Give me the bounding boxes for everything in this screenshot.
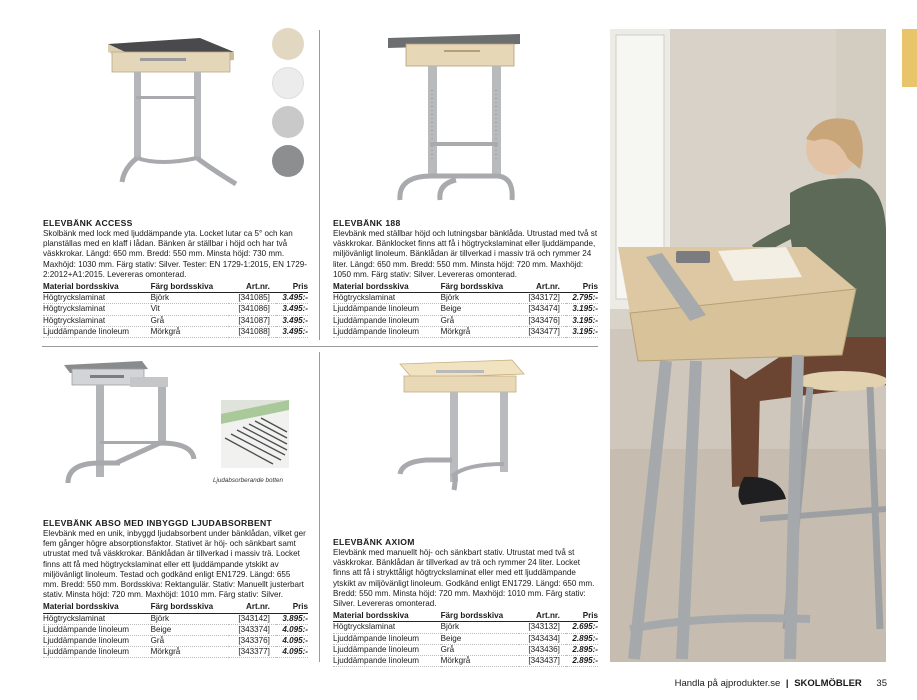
product-description: Elevbänk med ställbar höjd och lutningsbar bänklåda. Utrustad med två st väskkrokar. Bänklocket finns att få i högtryckslaminat eller ljuddämpande, miljövänligt linoleum. Bänklådan är tillverkad i massiv trä och rymmer 24 liter. Längd: 650 mm. Bredd: 550 mm. Minsta höjd: 720 mm. Maxhöjd: 1050 mm. Färg stativ: Silver. Levereras omonterad. [333,229,598,279]
cell-color: Björk [151,613,229,624]
header-color: Färg bordsskiva [441,282,519,293]
cell-material: Ljuddämpande linoleum [43,624,151,635]
footer-category: SKOLMÖBLER [794,678,862,689]
table-row [333,315,598,326]
header-material: Material bordsskiva [333,282,441,293]
cell-material: Högtryckslaminat [43,304,151,315]
table-row [333,656,598,667]
cell-material: Högtryckslaminat [43,293,151,304]
cell-material: Ljuddämpande linoleum [333,644,441,655]
header-price: Pris [276,282,308,293]
cell-material: Ljuddämpande linoleum [43,647,151,658]
cell-price: 4.095:- [276,647,308,658]
cell-material: Ljuddämpande linoleum [333,315,441,326]
cell-art-nr: [343377] [229,647,276,658]
cell-art-nr: [343437] [519,656,566,667]
desk-access-image [100,34,240,194]
desk-188-image [384,30,524,208]
cell-color: Björk [151,293,229,304]
page-footer [675,678,887,689]
header-color: Färg bordsskiva [151,282,229,293]
cell-art-nr: [343474] [519,304,566,315]
table-row [43,326,308,337]
product-description: Elevbänk med manuellt höj- och sänkbart stativ. Utrustat med två st väskkrokar. Bänklådan är tillverkad av trä och rymmer 24 liter. Locket finns att få i strykttåligt högtryckslaminat eller med ett ljuddämpande ytskikt av miljövänligt linoleum. Godkänd enligt EN1729. Längd: 650 mm. Bredd: 550 mm. Minsta höjd: 720 mm. Maxhöjd: 1010 mm. Färg stativ: Silver. Levereras omonterad. [333,548,595,609]
price-table [43,602,308,658]
cell-material: Högtryckslaminat [43,315,151,326]
cell-color: Mörkgrå [151,647,229,658]
product-title: ELEVBÄNK 188 [333,218,401,228]
header-material: Material bordsskiva [43,602,151,613]
cell-price: 3.195:- [566,326,598,337]
table-header [43,282,308,293]
page-number: 35 [876,678,887,689]
table-row [43,304,308,315]
cell-price: 3.195:- [566,315,598,326]
footer-separator: | [785,678,789,689]
header-art-nr: Art.nr. [519,611,566,622]
price-table [333,282,598,338]
cell-color: Grå [441,644,519,655]
color-swatch-birch [272,28,304,60]
cell-art-nr: [343476] [519,315,566,326]
header-material: Material bordsskiva [43,282,151,293]
price-table [43,282,308,338]
table-row [43,315,308,326]
cell-material: Ljuddämpande linoleum [43,636,151,647]
header-color: Färg bordsskiva [441,611,519,622]
table-row [333,326,598,337]
cell-color: Björk [441,293,519,304]
cell-art-nr: [341088] [229,326,276,337]
cell-color: Mörkgrå [151,326,229,337]
header-art-nr: Art.nr. [519,282,566,293]
acoustic-caption: Ljudabsorberande botten [213,477,284,484]
cell-color: Vit [151,304,229,315]
table-row [333,622,598,633]
cell-art-nr: [343172] [519,293,566,304]
product-description: Skolbänk med lock med ljuddämpande yta. Locket lutar ca 5° och kan planställas med en klaff i lådan. Bänken är ställbar i höjd och har två väskkrokar. Längd: 650 mm. Bredd: 550 mm. Minsta höjd: 730 mm. Maxhöjd: 1030 mm. Färg stativ: Silver. Tester: EN 1729-1:2015, EN 1729-2:2012+A1:2015. Levereras omonterad. [43,229,307,279]
cell-price: 3.195:- [566,304,598,315]
section-tab [902,29,917,87]
product-188 [333,218,598,338]
cell-price: 2.895:- [566,656,598,667]
table-row [333,644,598,655]
table-row [43,293,308,304]
cell-color: Beige [441,633,519,644]
header-art-nr: Art.nr. [229,282,276,293]
header-price: Pris [276,602,308,613]
table-row [333,293,598,304]
cell-price: 3.495:- [276,293,308,304]
table-row [333,633,598,644]
cell-material: Ljuddämpande linoleum [333,656,441,667]
cell-price: 2.895:- [566,644,598,655]
cell-material: Ljuddämpande linoleum [333,633,441,644]
cell-material: Ljuddämpande linoleum [333,304,441,315]
header-price: Pris [566,282,598,293]
cell-price: 4.095:- [276,636,308,647]
color-swatch-white [272,67,304,99]
table-row [43,613,308,624]
color-swatch-grey [272,106,304,138]
table-header [43,602,308,613]
cell-price: 2.895:- [566,633,598,644]
cell-art-nr: [343142] [229,613,276,624]
column-divider [319,30,320,340]
cell-art-nr: [343477] [519,326,566,337]
product-axiom [333,537,598,667]
cell-color: Mörkgrå [441,656,519,667]
cell-price: 4.095:- [276,624,308,635]
table-row [43,624,308,635]
cell-price: 3.495:- [276,304,308,315]
classroom-photo [610,29,886,662]
product-title: ELEVBÄNK AXIOM [333,537,415,547]
cell-art-nr: [343374] [229,624,276,635]
product-abso [43,518,308,658]
cell-price: 2.695:- [566,622,598,633]
footer-site: Handla på ajprodukter.se [674,678,781,689]
table-row [333,304,598,315]
cell-price: 2.795:- [566,293,598,304]
cell-art-nr: [343436] [519,644,566,655]
cell-art-nr: [341087] [229,315,276,326]
table-row [43,647,308,658]
desk-axiom-image [396,356,526,496]
cell-price: 3.495:- [276,315,308,326]
header-color: Färg bordsskiva [151,602,229,613]
cell-art-nr: [343132] [519,622,566,633]
cell-material: Ljuddämpande linoleum [43,326,151,337]
product-description: Elevbänk med en unik, inbyggd ljudabsorbent under bänklådan, vilket ger fem gånger högre absorptionsfaktor. Stativet är höj- och sänkbart samt utrustat med två väskkrokar. Bänklådan är tillverkad i massiv trä. Locket finns att få med högtryckslaminat eller ett ljuddämpande ytskikt av miljövänligt linoleum. Testad och godkänd enligt EN1729. Längd: 655 mm. Bredd: 550 mm. Bordsskiva: Rektangulär. Stativ: Manuellt justerbart stativ. Minsta höjd: 720 mm. Maxhöjd: 1010 mm. Färg stativ: Silver. [43,529,306,600]
table-row [43,636,308,647]
table-header [333,611,598,622]
cell-art-nr: [341085] [229,293,276,304]
cell-art-nr: [341086] [229,304,276,315]
cell-color: Grå [151,636,229,647]
cell-art-nr: [343434] [519,633,566,644]
cell-color: Grå [441,315,519,326]
cell-material: Ljuddämpande linoleum [333,326,441,337]
cell-material: Högtryckslaminat [333,622,441,633]
section-divider [42,346,598,347]
header-price: Pris [566,611,598,622]
cell-color: Beige [151,624,229,635]
cell-color: Beige [441,304,519,315]
cell-price: 3.495:- [276,326,308,337]
product-title: ELEVBÄNK ABSO MED INBYGGD LJUDABSORBENT [43,518,273,528]
cell-art-nr: [343376] [229,636,276,647]
color-swatch-dark-grey [272,145,304,177]
header-material: Material bordsskiva [333,611,441,622]
product-access [43,218,308,338]
header-art-nr: Art.nr. [229,602,276,613]
cell-material: Högtryckslaminat [43,613,151,624]
table-header [333,282,598,293]
price-table [333,611,598,667]
product-title: ELEVBÄNK ACCESS [43,218,133,228]
cell-color: Björk [441,622,519,633]
cell-color: Grå [151,315,229,326]
desk-abso-image [60,355,200,490]
cell-price: 3.895:- [276,613,308,624]
cell-material: Högtryckslaminat [333,293,441,304]
acoustic-bottom-closeup-image [221,400,289,468]
cell-color: Mörkgrå [441,326,519,337]
column-divider [319,352,320,662]
